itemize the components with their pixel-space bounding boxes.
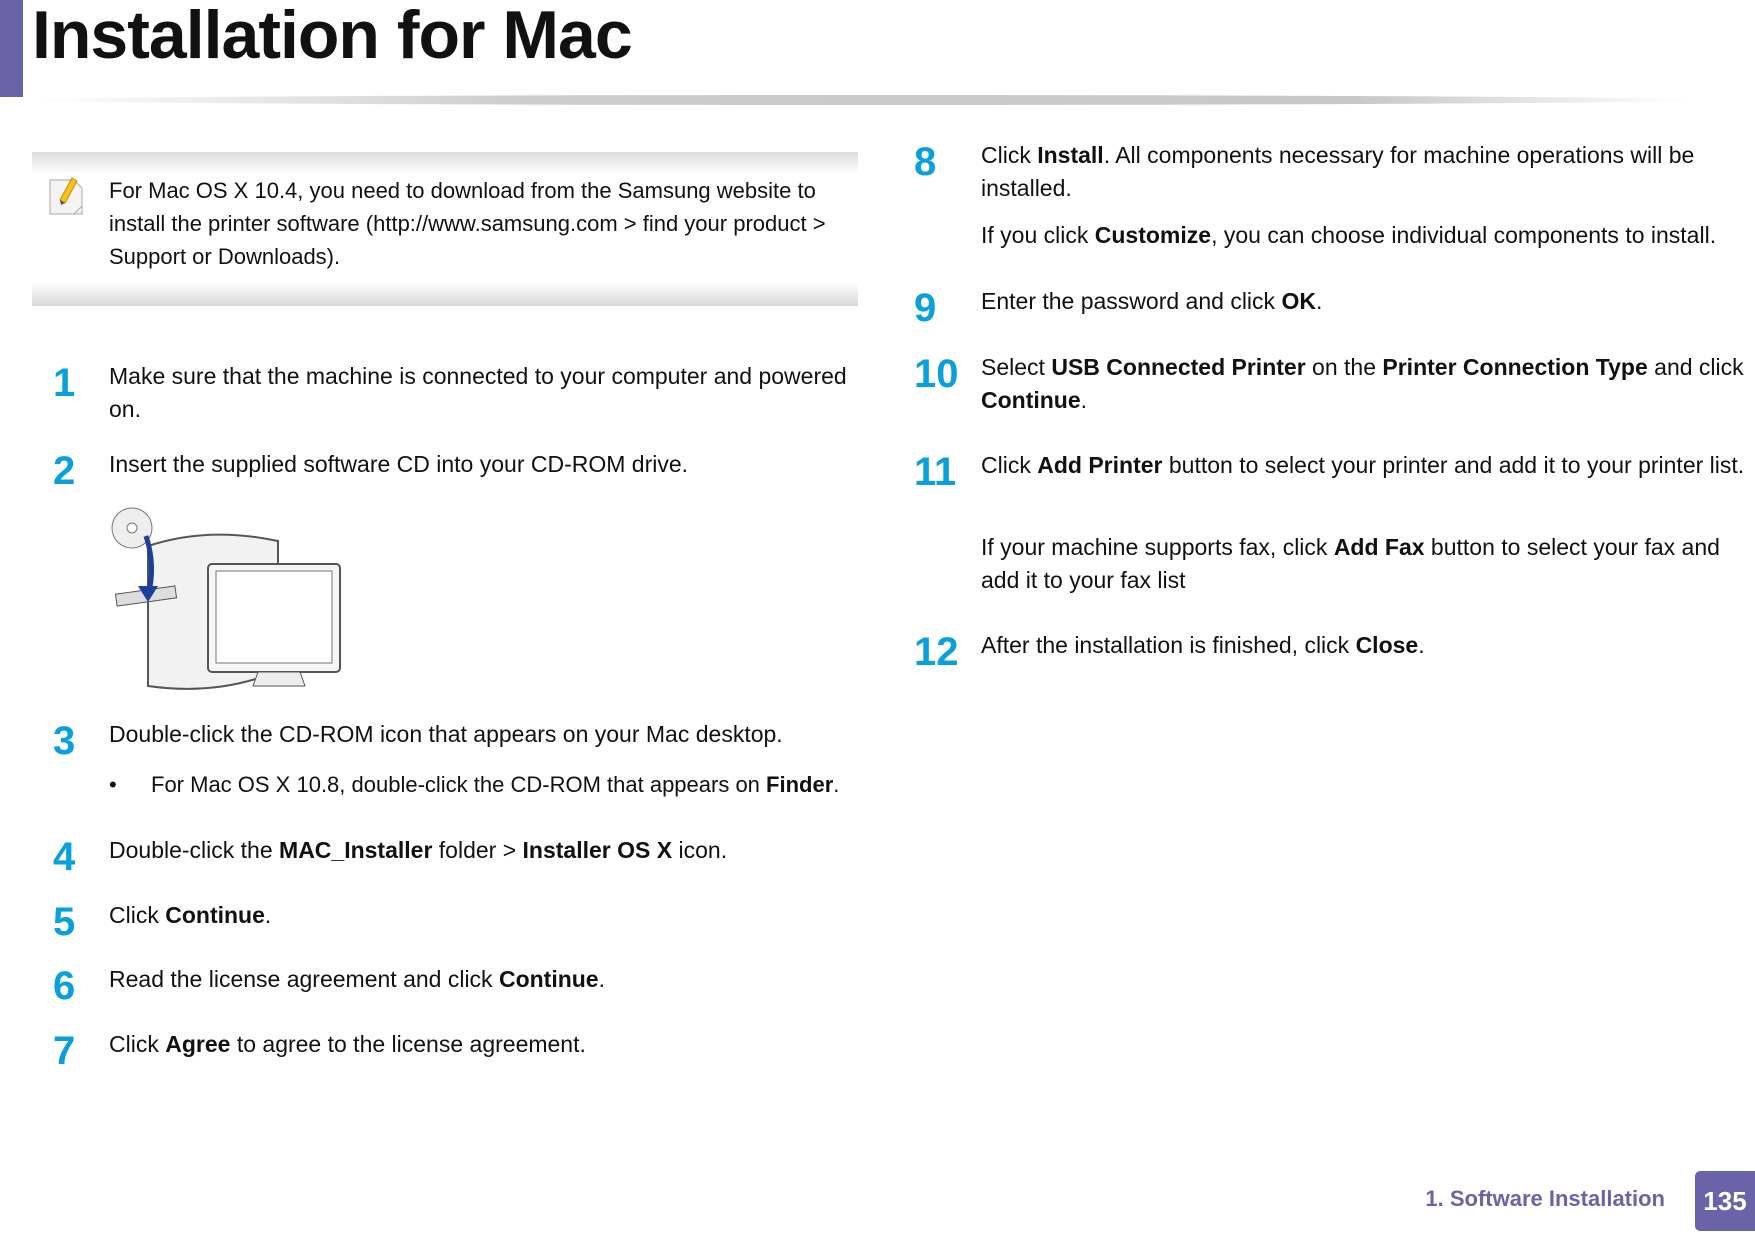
text-run: Click [109,902,166,928]
text-run: . [1418,632,1425,658]
cd-insert-illustration [108,506,348,697]
bullet-item [109,768,879,801]
text-run: to agree to the license agreement. [230,1031,586,1057]
step-text [981,139,1751,205]
text-run: Click [981,452,1038,478]
step-number: 8 [914,140,937,184]
bold-term: OK [1281,288,1316,314]
page-number: 135 [1695,1171,1755,1231]
text-run: button to select your printer and add it to your printer list. [1162,452,1745,478]
step-number: 1 [53,361,76,405]
step-text [981,285,1751,318]
text-run: and click [1647,354,1744,380]
step-text [109,360,879,426]
note-pencil-icon [48,174,88,223]
bold-term: Finder [766,772,834,797]
step-text [109,963,879,996]
text-run: icon. [672,837,728,863]
bold-term: Continue [981,387,1081,413]
step-number: 9 [914,286,937,330]
text-run: Click [981,142,1038,168]
text-run: After the installation is finished, click [981,632,1356,658]
bold-term: Close [1355,632,1419,658]
step-number: 12 [914,630,959,674]
text-run: Enter the password and click [981,288,1282,314]
text-run: on the [1305,354,1383,380]
step-number: 7 [53,1029,76,1073]
step-note [981,531,1751,597]
bold-term: MAC_Installer [279,837,433,863]
step-text [109,448,879,481]
bold-term: Install [1037,142,1104,168]
text-run: . [598,966,605,992]
step-number: 5 [53,900,76,944]
note-text: For Mac OS X 10.4, you need to download from the Samsung website to install the printer software (http://www.samsung.com > find your product > Support or Downloads). [109,178,826,269]
step-number: 11 [914,450,957,494]
step-text [109,834,879,867]
bold-term: Agree [165,1031,231,1057]
text-run: If you click [981,222,1095,248]
bold-term: Printer Connection Type [1382,354,1648,380]
note-box [32,152,858,306]
page-title: Installation for Mac [32,0,632,73]
text-run: Insert the supplied software CD into your CD-ROM drive. [109,451,689,477]
text-run: , you can choose individual components to install. [1211,222,1717,248]
step-note [981,219,1751,252]
bold-term: USB Connected Printer [1051,354,1306,380]
footer-section-title: 1. Software Installation [1425,1186,1665,1211]
text-run: Read the license agreement and click [109,966,499,992]
step-text [981,449,1751,482]
title-divider [30,95,1690,105]
step-number: 4 [53,835,76,879]
text-run: Double-click the [109,837,280,863]
step-text [109,1028,879,1061]
text-run: Click [109,1031,166,1057]
step-number: 6 [53,964,76,1008]
bold-term: Continue [498,966,599,992]
text-run: Make sure that the machine is connected to your computer and powered on. [109,363,847,422]
text-run: . [1315,288,1323,314]
bold-term: Add Fax [1333,534,1425,560]
step-text [981,351,1751,417]
text-run: If your machine supports fax, click [981,534,1334,560]
step-number: 3 [53,719,76,763]
bold-term: Continue [165,902,265,928]
text-run: . [833,772,840,797]
step-text [109,899,879,932]
step-number: 2 [53,449,76,493]
bold-term: Add Printer [1037,452,1163,478]
step-text [981,629,1751,662]
text-run: . [264,902,272,928]
bold-term: Installer OS X [522,837,673,863]
text-run: button to select your fax and add it to your fax list [981,534,1720,593]
step-number: 10 [914,352,959,396]
step-text [109,718,879,751]
bullet-icon: • [109,772,117,797]
text-run: For Mac OS X 10.8, double-click the CD-ROM that appears on [151,772,767,797]
text-run: Select [981,354,1052,380]
text-run: . [1080,387,1088,413]
chapter-tab [0,0,23,97]
bold-term: Customize [1094,222,1212,248]
text-run: folder > [432,837,523,863]
text-run: Double-click the CD-ROM icon that appears on your Mac desktop. [109,721,783,747]
text-run: . All components necessary for machine operations will be installed. [981,142,1695,201]
